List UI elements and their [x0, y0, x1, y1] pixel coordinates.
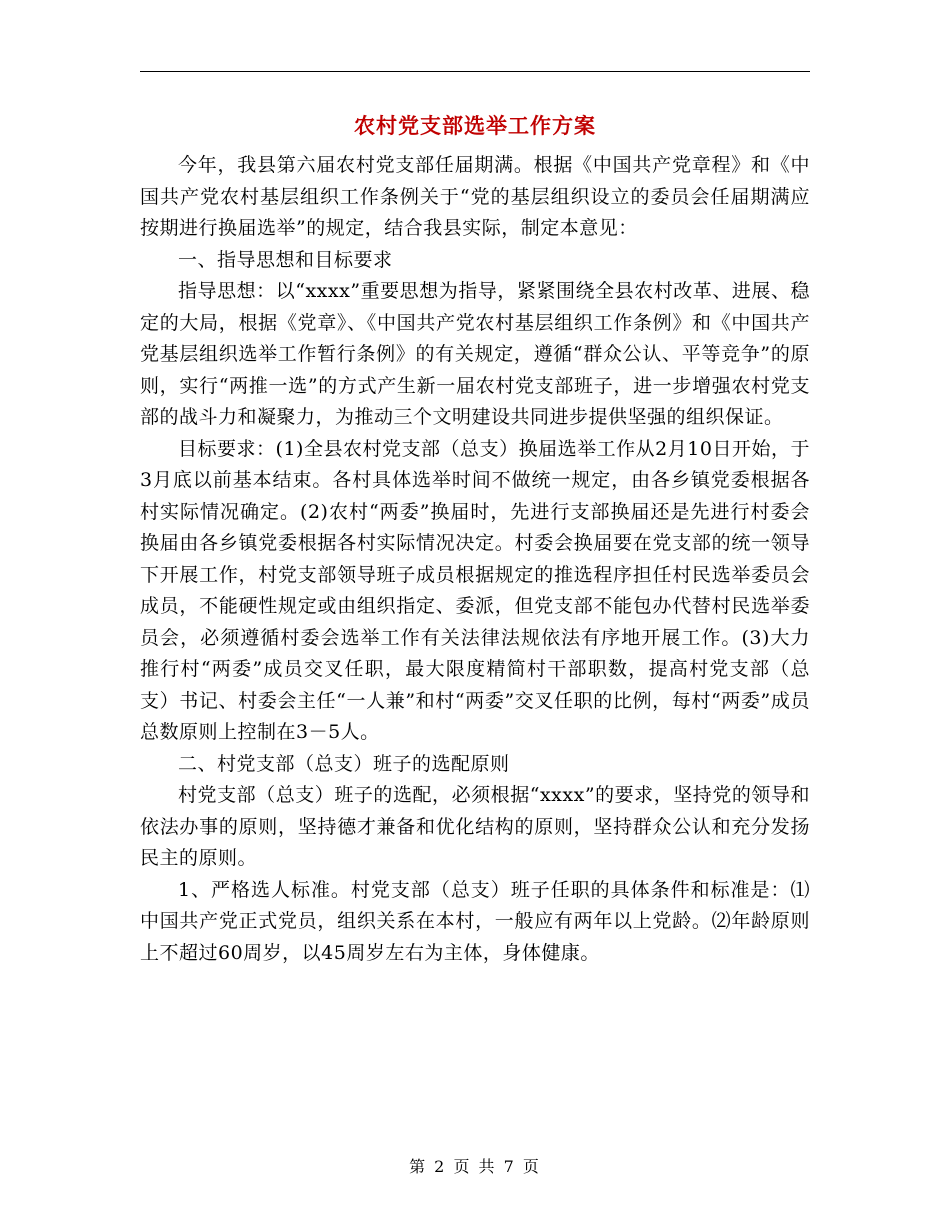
page-number: 第 2 页 共 7 页 [409, 1157, 541, 1176]
section-heading-2: 二、村党支部（总支）班子的选配原则 [178, 752, 510, 775]
section-heading-1: 一、指导思想和目标要求 [178, 248, 393, 271]
paragraph-principles: 村党支部（总支）班子的选配，必须根据“xxxx”的要求，坚持党的领导和依法办事的原则，坚持德才兼备和优化结构的原则，坚持群众公认和充分发扬民主的原则。 [140, 784, 810, 869]
header-rule [140, 71, 810, 72]
document-title: 农村党支部选举工作方案 [354, 113, 596, 138]
document-body [140, 150, 810, 969]
paragraph-goals: 目标要求：(1)全县农村党支部（总支）换届选举工作从2月10日开始，于3月底以前基本结束。各村具体选举时间不做统一规定，由各乡镇党委根据各村实际情况确定。(2)农村“两委”换届时，先进行支部换届还是先进行村委会换届由各乡镇党委根据各村实际情况决定。村委会换届要在党支部的统一领导下开展工作，村党支部领导班子成员根据规定的推选程序担任村民选举委员会成员，不能硬性规定或由组织指定、委派，但党支部不能包办代替村民选举委员会，必须遵循村委会选举工作有关法律法规依法有序地开展工作。(3)大力推行村“两委”成员交叉任职，最大限度精简村干部职数，提高村党支部（总支）书记、村委会主任“一人兼”和村“两委”交叉任职的比例，每村“两委”成员总数原则上控制在3－5人。 [140, 437, 810, 743]
paragraph-selection-standards: 1、严格选人标准。村党支部（总支）班子任职的具体条件和标准是：⑴中国共产党正式党员，组织关系在本村，一般应有两年以上党龄。⑵年龄原则上不超过60周岁，以45周岁左右为主体，身体健康。 [140, 878, 810, 964]
paragraph-intro: 今年，我县第六届农村党支部任届期满。根据《中国共产党章程》和《中国共产党农村基层组织工作条例关于“党的基层组织设立的委员会任届期满应按期进行换届选举”的规定，结合我县实际，制定本意见： [140, 154, 810, 239]
paragraph-guiding-thought: 指导思想：以“xxxx”重要思想为指导，紧紧围绕全县农村改革、进展、稳定的大局，根据《党章》、《中国共产党农村基层组织工作条例》和《中国共产党基层组织选举工作暂行条例》的有关规定，遵循“群众公认、平等竞争”的原则，实行“两推一选”的方式产生新一届农村党支部班子，进一步增强农村党支部的战斗力和凝聚力，为推动三个文明建设共同进步提供坚强的组织保证。 [140, 280, 810, 428]
